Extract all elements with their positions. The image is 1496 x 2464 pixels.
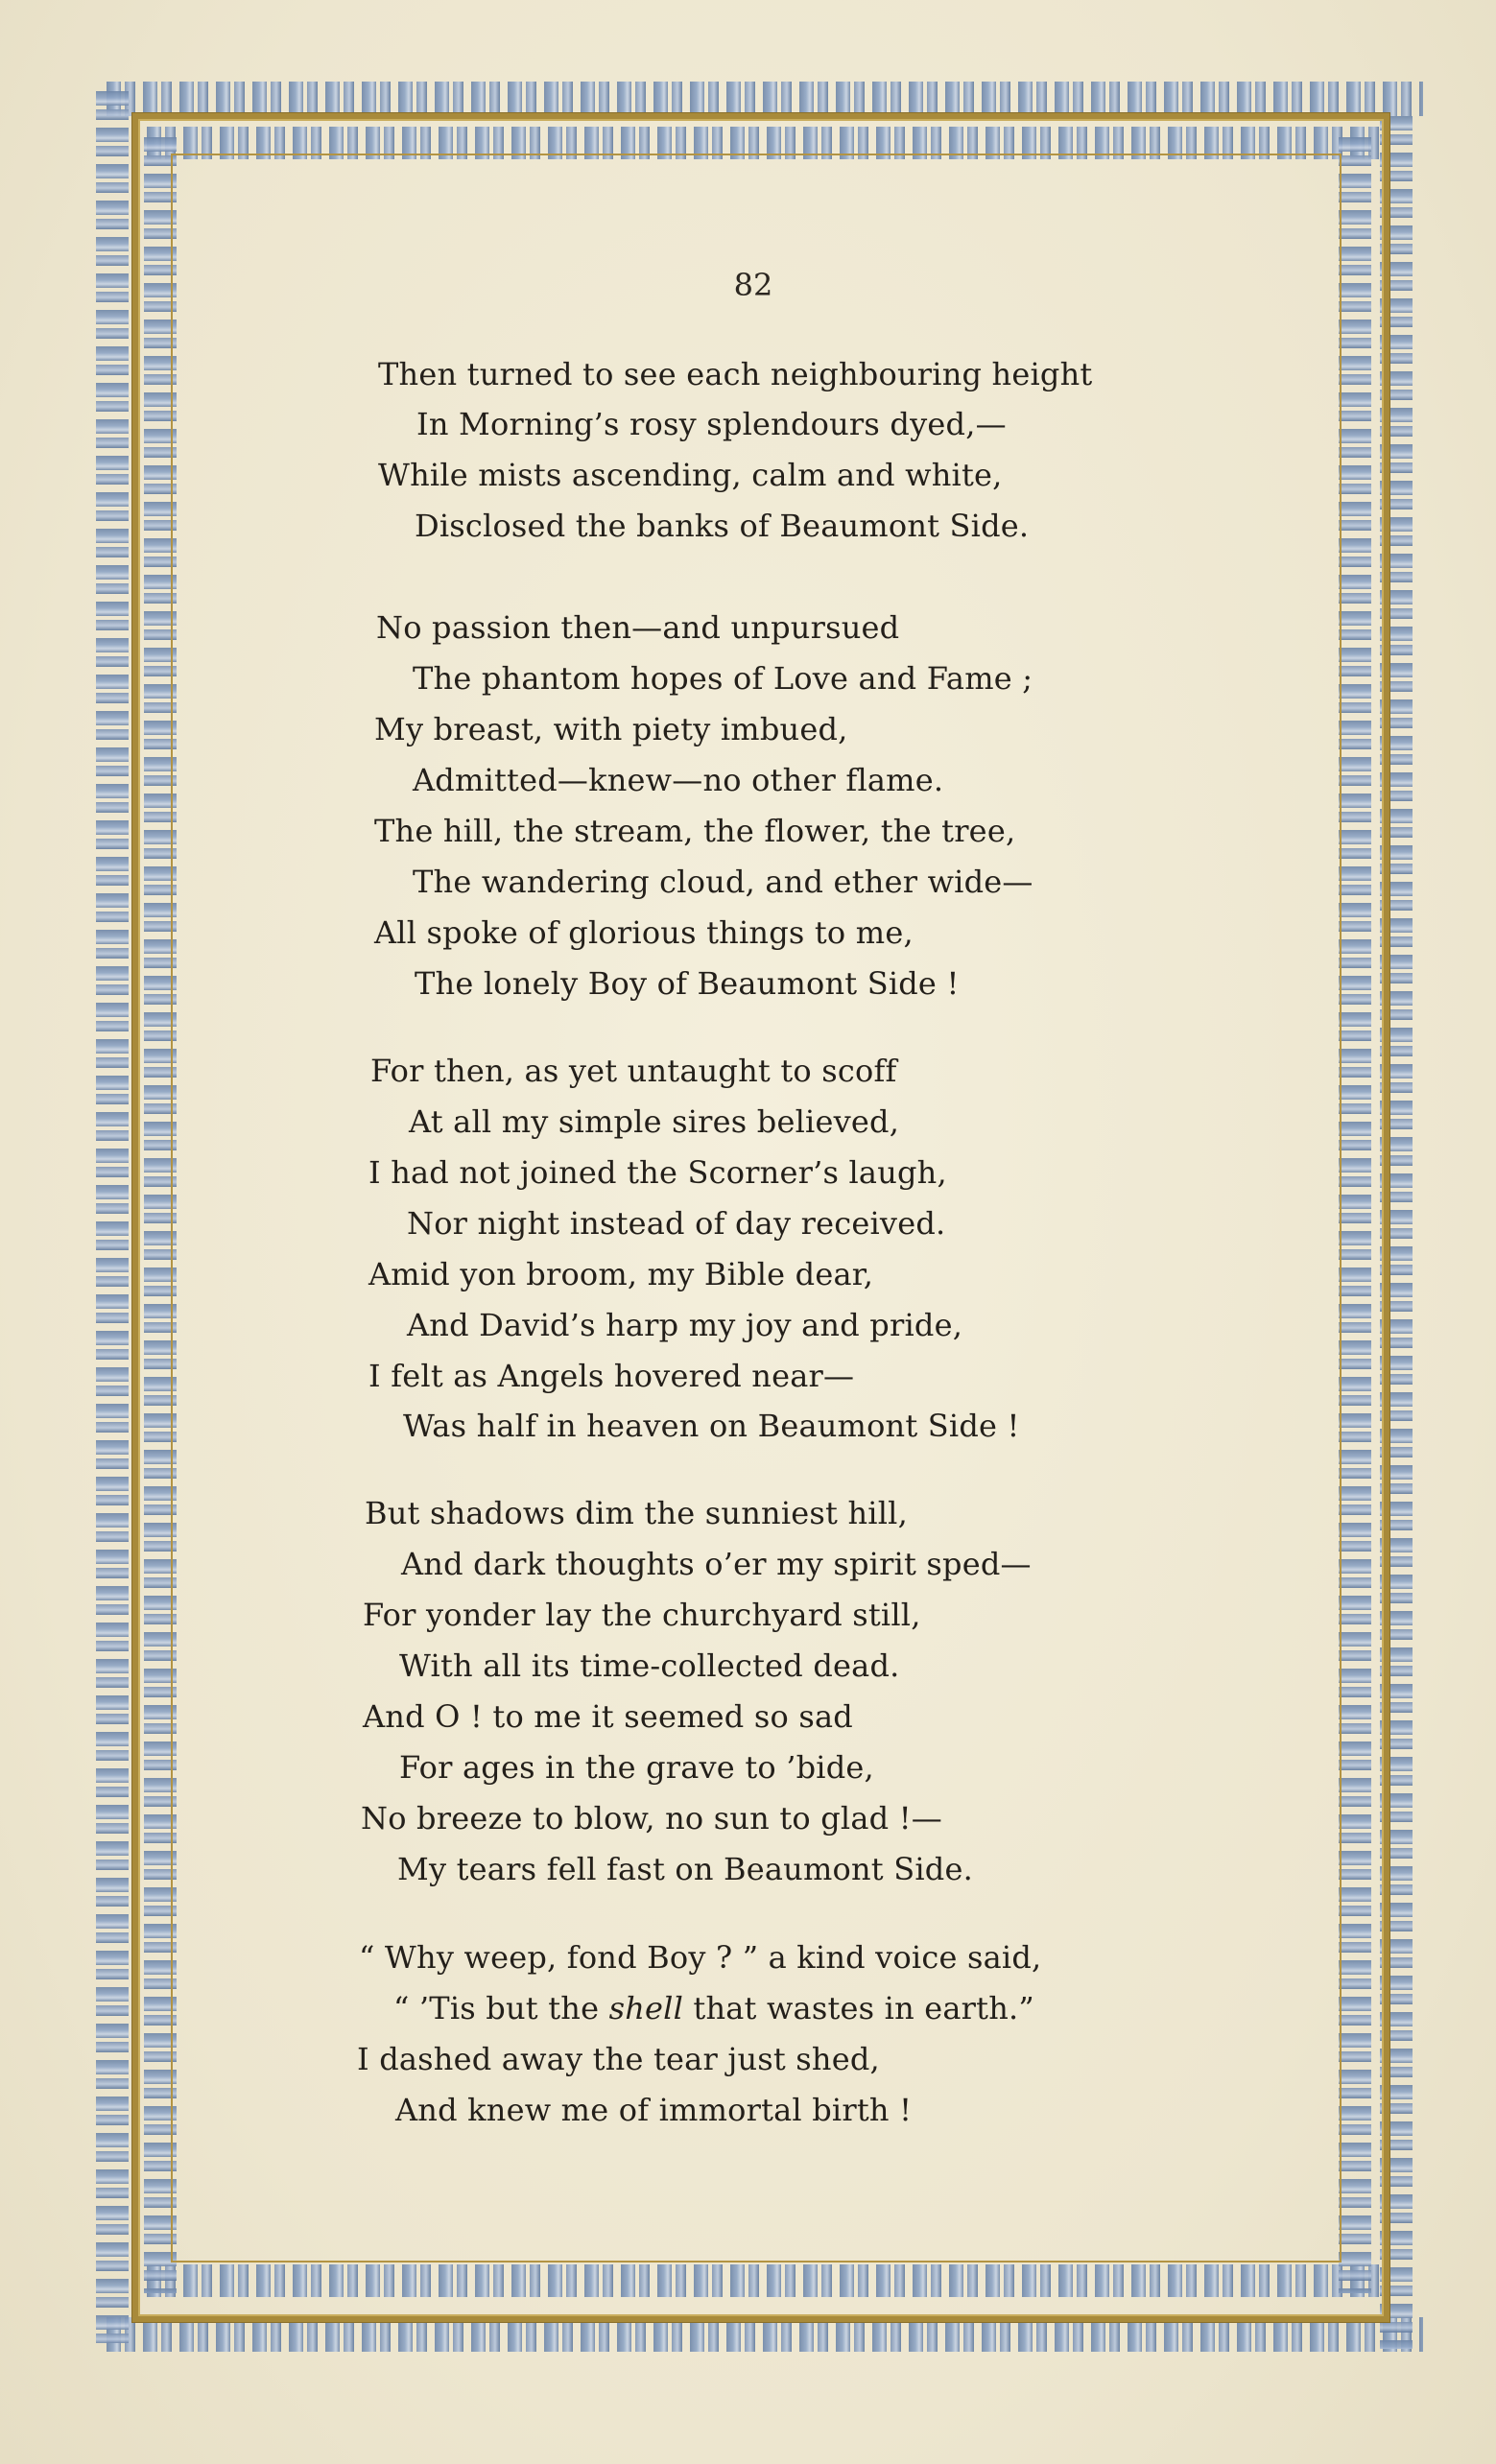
poem-line-part: that wastes in earth.” [683,1990,1034,2026]
poem-line: And knew me of immortal birth ! [395,2092,913,2128]
poem-line: I felt as Angels hovered near— [368,1358,855,1394]
poem-line: And dark thoughts o’er my spirit sped— [401,1546,1032,1582]
poem-line: “ Why weep, fond Boy ? ” a kind voice said, [359,1939,1042,1976]
leaf-border-bottom-outer [104,2317,1423,2352]
poem-line: My breast, with piety imbued, [374,711,848,747]
leaf-border-left-outer [96,88,129,2343]
poem-line: But shadows dim the sunniest hill, [365,1495,908,1531]
poem-line: And O ! to me it seemed so sad [363,1698,853,1735]
poem-line: I dashed away the tear just shed, [357,2041,880,2077]
poem-line: Nor night instead of day received. [407,1205,946,1242]
poem-line: The phantom hopes of Love and Fame ; [413,660,1033,697]
poem-line: While mists ascending, calm and white, [378,457,1003,493]
page-number: 82 [733,267,773,303]
poem-line: Then turned to see each neighbouring height [378,356,1093,392]
poem-line-part: “ ’Tis but the [393,1990,609,2026]
poem-line: My tears fell fast on Beaumont Side. [397,1851,973,1887]
poem-line: All spoke of glorious things to me, [374,914,914,951]
leaf-border-top-outer [104,82,1423,116]
poem-line: For ages in the grave to ’bide, [399,1749,874,1786]
poem-line: Admitted—knew—no other flame. [413,762,944,798]
poem-line: For then, as yet untaught to scoff [370,1053,897,1089]
leaf-border-bottom-inner [144,2264,1382,2297]
poem-line: Was half in heaven on Beaumont Side ! [403,1408,1020,1444]
poem-line: And David’s harp my joy and pride, [407,1307,963,1343]
poem-line: Disclosed the banks of Beaumont Side. [415,508,1030,544]
poem-line: The hill, the stream, the flower, the tree, [374,813,1016,849]
poem-line: I had not joined the Scorner’s laugh, [368,1154,947,1191]
leaf-border-right-inner [1339,134,1371,2293]
italic-word: shell [608,1990,684,2026]
poem-line: The wandering cloud, and ether wide— [413,864,1033,900]
poem-line [393,1989,1034,2027]
poem-line: The lonely Boy of Beaumont Side ! [415,965,960,1002]
poem-line: In Morning’s rosy splendours dyed,— [416,406,1007,442]
poem-line: No passion then—and unpursued [376,609,900,646]
poem-line: No breeze to blow, no sun to glad !— [361,1800,942,1836]
poem-line: With all its time-collected dead. [399,1647,900,1684]
poem-line: At all my simple sires believed, [409,1103,900,1140]
poem-line: Amid yon broom, my Bible dear, [368,1256,874,1292]
poem-line: For yonder lay the churchyard still, [363,1597,921,1633]
